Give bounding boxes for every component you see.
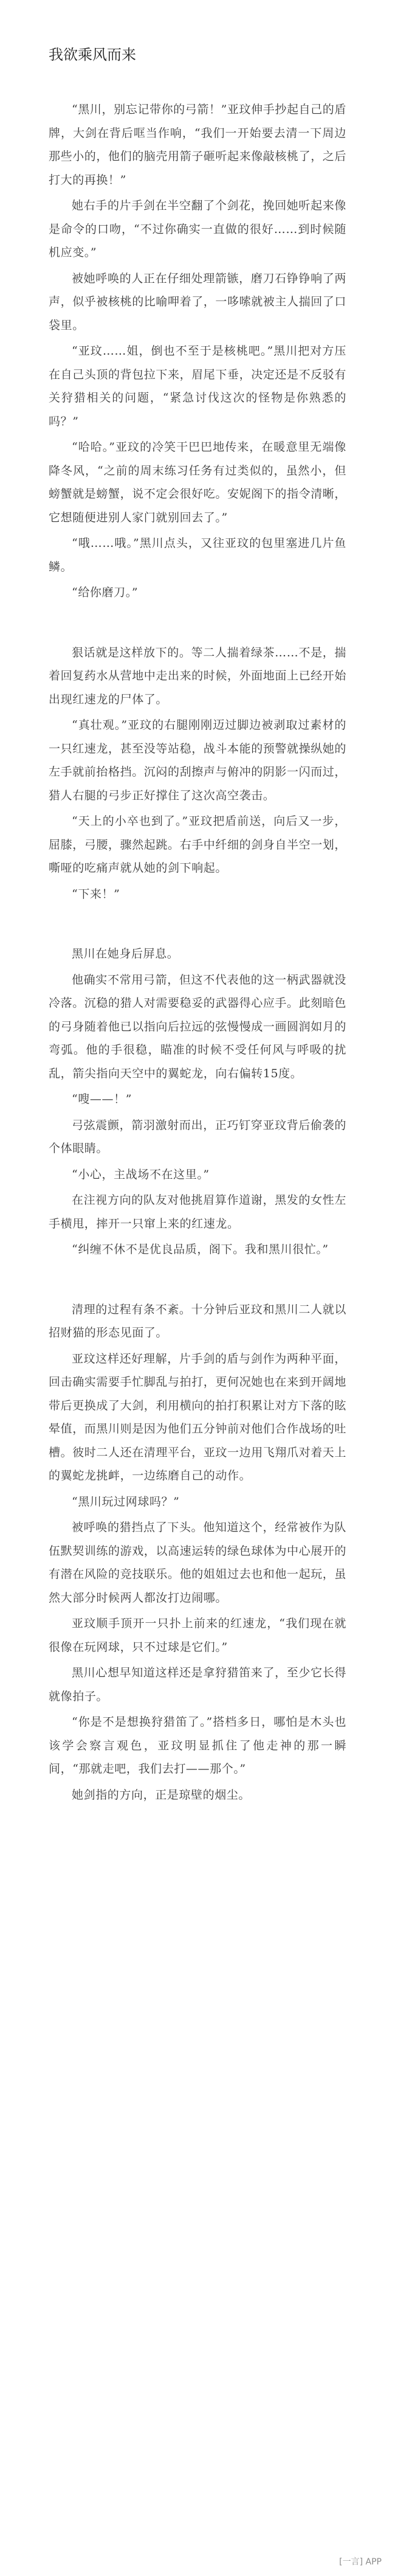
paragraph: “嗖——！” [72,1092,132,1106]
paragraph: 被呼唤的猎挡点了下头。他知道这个，经常被作为队伍默契训练的游戏，以高速运转的绿色球体为中心展开的有潜在风险的竞技联乐。他的姐姐过去也和他一起玩，虽然大部分时候两人都汝打边闹哪。 [49,1521,347,1605]
paragraph: 她剑指的方向，正是琼壁的烟尘。 [72,1788,251,1802]
paragraph: 弓弦震颤，箭羽激射而出，正巧钉穿亚玟背后偷袭的个体眼睛。 [49,1118,346,1155]
paragraph: 被她呼唤的人正在仔细处理箭镞，磨刀石铮铮响了两声，似乎被核桃的比喻呷着了，一哆嗦就被主人揣回了口袋里。 [49,271,347,332]
paragraph: “黑川玩过网球吗？” [72,1495,180,1508]
paragraph: “哦……哦。”黑川点头，又往亚玟的包里塞进几片鱼鳞。 [49,536,346,574]
text-section [49,641,346,906]
paragraph: “真壮观。”亚玟的右腿刚刚迈过脚边被剥取过素材的一只红速龙，甚至没等站稳，战斗本能的预警就操纵她的左手就前抬格挡。沉闷的刮擦声与俯冲的阴影一闪而过，猎人右腿的弓步正好撑住了这次高空袭击。 [49,718,347,802]
paragraph: 在注视方向的队友对他挑眉算作道谢，黑发的女性左手横甩，摔开一只窜上来的红速龙。 [49,1193,346,1231]
paragraph: “哈哈。”亚玟的冷笑干巴巴地传来，在暖意里无端像降冬风，“之前的周末练习任务有过类似的，虽然小，但螃蟹就是螃蟹，说不定会很好吃。安妮阁下的指令清晰，它想随便进别人家门就别回去了。” [49,440,347,524]
article-title: 我欲乘风而来 [49,46,136,63]
app-watermark: [一言] APP [339,2557,382,2567]
paragraph: 黑川在她身后屏息。 [72,947,179,960]
paragraph: 亚玟这样还好理解，片手剑的盾与剑作为两种平面，回击确实需要手忙脚乱与拍打，更何况她也在来到开阔地带后更换成了大剑，利用横向的拍打积累让对方下落的眩晕值，而黑川则是因为他们五分钟前对他们合作战场的吐槽。彼时二人还在清理平台，亚玟一边用飞翔爪对着天上的翼蛇龙挑衅，一边练磨自己的动作。 [49,1352,347,1482]
text-section [49,1298,346,1807]
article-body [49,98,346,1807]
paragraph: 狠话就是这样放下的。等二人揣着绿茶……不是，揣着回复药水从营地中走出来的时候，外面地面上已经开始出现红速龙的尸体了。 [49,645,347,706]
paragraph: “亚玟……姐，倒也不至于是核桃吧。”黑川把对方压在自己头顶的背包拉下来，眉尾下垂，决定还是不反驳有关狩猎相关的问题，“紧急讨伐这次的怪物是你熟悉的吗？” [49,344,347,428]
paragraph: “小心，主战场不在这里。” [72,1167,210,1181]
text-section [49,942,346,1262]
paragraph: 他确实不常用弓箭，但这不代表他的这一柄武器就没冷落。沉稳的猎人对需要稳妥的武器得心应手。此刻暗色的弓身随着他已以指向后拉远的弦慢慢成一画圆润如月的弯弧。他的手很稳，瞄准的时候不受任何风与呼吸的扰乱，箭尖指向天空中的翼蛇龙，向右偏转15度。 [49,973,347,1080]
paragraph: “给你磨刀。” [72,586,139,599]
paragraph: “黑川，别忘记带你的弓箭！”亚玟伸手抄起自己的盾牌，大剑在背后哐当作响，“我们一开始要去清一下周边那些小的，他们的脑壳用箭子砸听起来像敲核桃了，之后打大的再换！” [49,103,347,187]
paragraph: 清理的过程有条不紊。十分钟后亚玟和黑川二人就以招财猫的形态见面了。 [49,1302,346,1339]
paragraph: “天上的小卒也到了。”亚玟把盾前送，向后又一步，屈膝，弓腰，骤然起跳。右手中纤细的剑身自半空一划，嘶哑的吃痛声就从她的剑下响起。 [49,814,347,875]
text-section [49,98,346,605]
paragraph: “纠缠不休不是优良品质，阁下。我和黑川很忙。” [72,1243,329,1256]
paragraph: 黑川心想早知道这样还是拿狩猎笛来了，至少它长得就像拍子。 [49,1666,346,1703]
paragraph: 亚玟顺手顶开一只扑上前来的红速龙，“我们现在就很像在玩网球，只不过球是它们。” [49,1617,346,1654]
paragraph: 她右手的片手剑在半空翻了个剑花，挽回她听起来像是命令的口吻，“不过你确实一直做的很好……到时候随机应变。” [49,199,346,259]
paragraph: “你是不是想换狩猎笛了。”搭档多日，哪怕是木头也该学会察言观色，亚玟明显抓住了他走神的那一瞬间，“那就走吧，我们去打——那个。” [49,1715,346,1776]
paragraph: “下来！” [72,887,120,901]
